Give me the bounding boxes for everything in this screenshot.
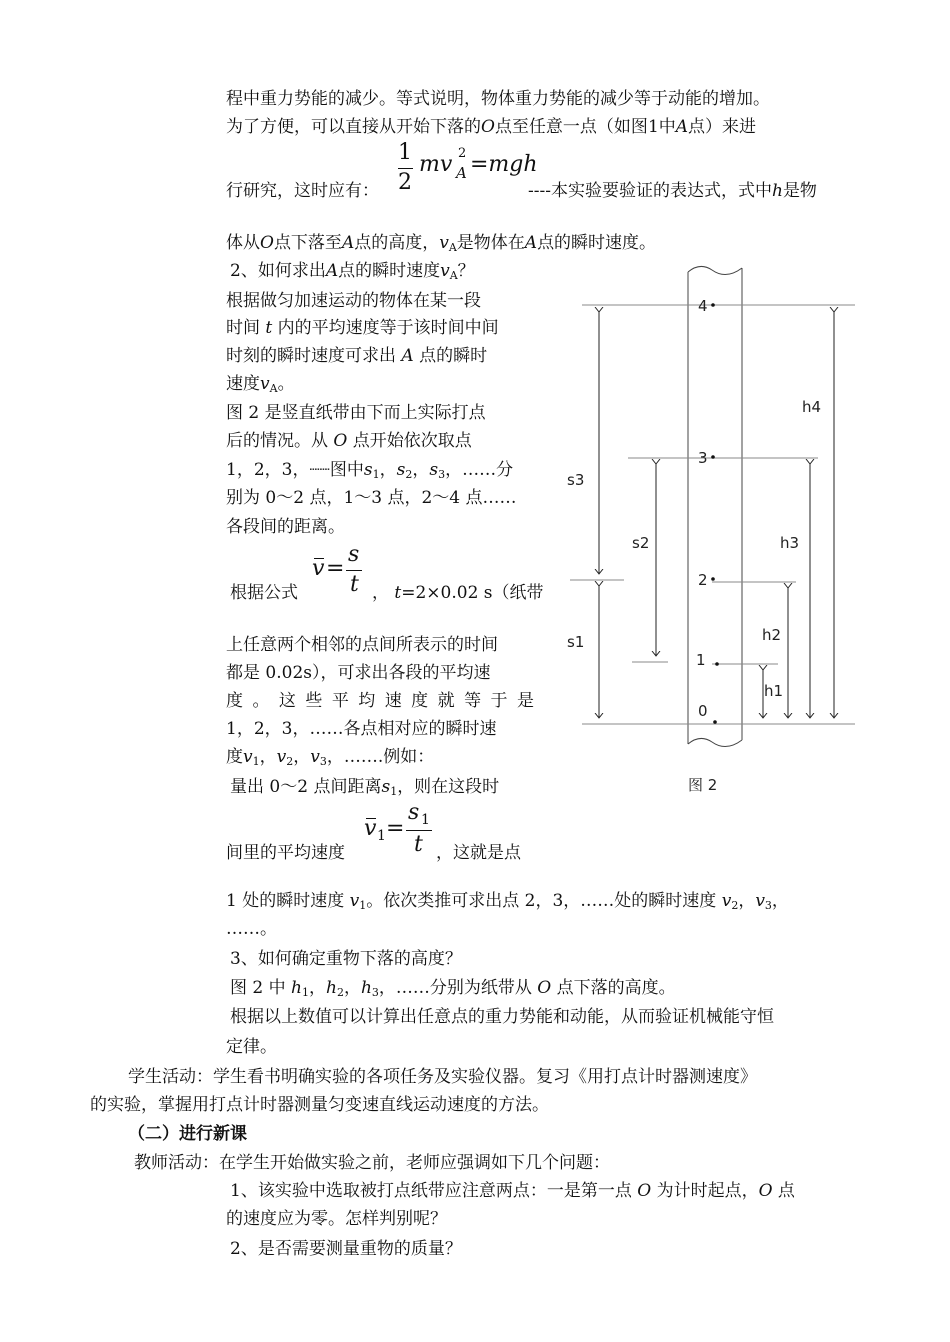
h3-label: h3 xyxy=(780,534,800,552)
point-dot-2 xyxy=(711,577,715,581)
q3-line2: 根据以上数值可以计算出任意点的重力势能和动能，从而验证机械能守恒 xyxy=(230,1007,774,1027)
teacher-line1: 教师活动：在学生开始做实验之前，老师应强调如下几个问题： xyxy=(134,1153,610,1173)
point-label-2: 2 xyxy=(698,571,708,589)
q2-p2-l5: 各段间的距离。 xyxy=(226,517,345,537)
section-title: （二）进行新课 xyxy=(128,1124,247,1144)
s3-label: s3 xyxy=(567,471,585,489)
para1-line3b: ----本实验要验证的表达式，式中h是物 xyxy=(528,181,817,201)
q2-p3-l6: 量出 0～2 点间距离$s_1$，则在这段时 xyxy=(230,777,500,798)
para1-line4: 体从O点下落至A点的高度，$v_A$是物体在A点的瞬时速度。 xyxy=(226,233,657,254)
figure-caption: 图 2 xyxy=(688,776,718,794)
q2-p3-l3: 度。这些平均速度就等于是 xyxy=(226,691,534,711)
q2-p3-l4: 1，2，3，……各点相对应的瞬时速 xyxy=(226,719,497,739)
q2-p2-l4: 别为 0～2 点，1～3 点，2～4 点…… xyxy=(226,488,517,508)
q2-p2-l1: 图 2 是竖直纸带由下而上实际打点 xyxy=(226,403,486,423)
point-dot-3 xyxy=(711,455,715,459)
q2-p3-l2: 都是 0.02s），可求出各段的平均速 xyxy=(226,663,491,683)
point-dot-0 xyxy=(713,720,717,724)
teacher-item2: 2、是否需要测量重物的质量？ xyxy=(230,1239,462,1259)
h1-label: h1 xyxy=(764,682,784,700)
point-label-3: 3 xyxy=(698,449,708,467)
energy-formula: 1 2 mv 2 A =mgh xyxy=(398,140,538,195)
q2-p1-l2: 时间 t 内的平均速度等于该时间中间 xyxy=(226,318,499,338)
h4-label: h4 xyxy=(802,398,822,416)
para1-line3a: 行研究，这时应有： xyxy=(226,181,379,201)
q2-p2-l3: 1，2，3，┈┈图中$s_1$，$s_2$，$s_3$，……分 xyxy=(226,460,514,481)
student-line2: 的实验，掌握用打点计时器测量匀变速直线运动速度的方法。 xyxy=(90,1095,549,1115)
s2-label: s2 xyxy=(632,534,650,552)
para1-line2: 为了方便，可以直接从开始下落的O点至任意一点（如图1中A点）来进 xyxy=(226,117,757,137)
q2-p1-l3: 时刻的瞬时速度可求出 A 点的瞬时 xyxy=(226,346,488,366)
h2-label: h2 xyxy=(762,626,782,644)
q2-p3-l5: 度$v_1$，$v_2$，$v_3$，…….例如： xyxy=(226,747,435,768)
teacher-item1-cont: 的速度应为零。怎样判别呢？ xyxy=(226,1209,447,1229)
point-label-1: 1 xyxy=(696,651,706,669)
q2-title: 2、如何求出A点的瞬时速度$v_A$？ xyxy=(230,261,475,282)
q2-p1-l4: 速度$v_A$。 xyxy=(226,374,295,395)
point-label-0: 0 xyxy=(698,702,708,720)
para1-line1: 程中重力势能的减少。等式说明，物体重力势能的减少等于动能的增加。 xyxy=(226,89,770,109)
tape-bottom-wave xyxy=(688,738,742,746)
q2-p4-label: 间里的平均速度 xyxy=(226,843,345,863)
tape-top-wave xyxy=(688,266,742,274)
q2-formula-label: 根据公式 xyxy=(230,583,298,603)
point-label-4: 4 xyxy=(698,297,708,315)
q3-line1: 图 2 中 $h_1$，$h_2$，$h_3$，……分别为纸带从 O 点下落的高度。 xyxy=(230,978,676,999)
point-dot-1 xyxy=(715,662,719,666)
q2-p2-l2: 后的情况。从 O 点开始依次取点 xyxy=(226,431,472,451)
q2-p4-tail: ，这就是点 xyxy=(436,843,521,863)
q2-p3-l1: 上任意两个相邻的点间所表示的时间 xyxy=(226,635,498,655)
teacher-item1: 1、该实验中选取被打点纸带应注意两点：一是第一点 O 为计时起点，O 点 xyxy=(230,1181,795,1201)
s1-label: s1 xyxy=(567,633,585,651)
q2-p1-l1: 根据做匀加速运动的物体在某一段 xyxy=(226,291,481,311)
q3-title: 3、如何确定重物下落的高度？ xyxy=(230,949,462,969)
q2-p5-l2: ……。 xyxy=(226,919,277,939)
q3-line3: 定律。 xyxy=(226,1037,277,1057)
v1-formula: v 1 = s 1 t xyxy=(364,800,434,860)
avg-velocity-formula: v = s t xyxy=(312,544,372,600)
student-line1: 学生活动：学生看书明确实验的各项任务及实验仪器。复习《用打点计时器测速度》 xyxy=(128,1067,757,1087)
point-dot-4 xyxy=(711,303,715,307)
q2-formula-tail: ， t=2×0.02 s（纸带 xyxy=(372,583,544,603)
q2-p5-l1: 1 处的瞬时速度 $v_1$。依次类推可求出点 2，3，……处的瞬时速度 $v_2$，$v_3$， xyxy=(226,891,789,912)
